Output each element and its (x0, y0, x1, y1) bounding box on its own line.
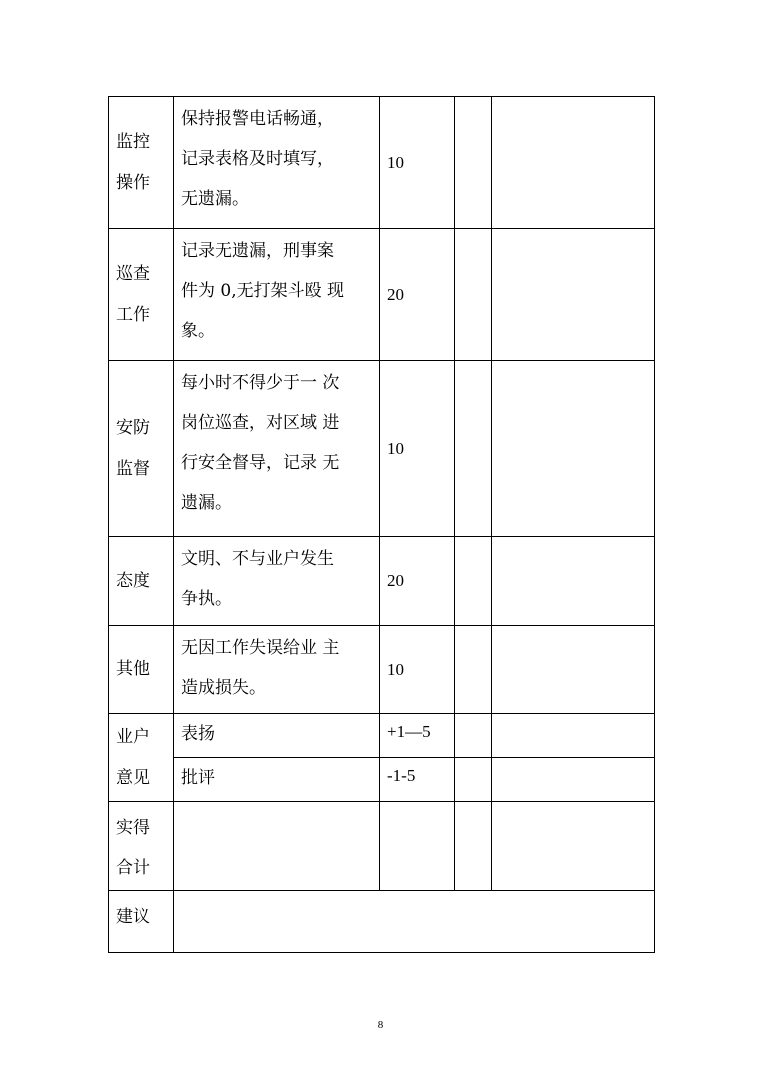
suggestion-cell: 建议 (109, 891, 174, 953)
evaluation-table (108, 96, 655, 953)
table-row (109, 537, 655, 626)
criteria-cell (174, 626, 380, 714)
table-row (109, 229, 655, 361)
blank-cell (455, 229, 492, 361)
category-text: 其他 (116, 659, 150, 679)
criticism-label: 批评 (174, 758, 380, 802)
category-cell (109, 361, 174, 537)
category-cell (109, 229, 174, 361)
owner-opinion-cell (109, 714, 174, 802)
blank-cell (455, 97, 492, 229)
praise-label: 表扬 (174, 714, 380, 758)
category-text: 业户 意见 (116, 726, 150, 788)
table-row (109, 714, 655, 758)
blank-cell (492, 758, 655, 802)
criteria-cell (174, 361, 380, 537)
score-cell: 10 (380, 97, 455, 229)
category-cell (109, 97, 174, 229)
praise-score: +1—5 (380, 714, 455, 758)
score-cell: 20 (380, 229, 455, 361)
blank-cell (455, 537, 492, 626)
category-cell (109, 537, 174, 626)
criteria-cell (174, 97, 380, 229)
category-text: 监控 操作 (116, 131, 150, 193)
total-cell (109, 802, 174, 891)
blank-cell (455, 758, 492, 802)
score-cell: 10 (380, 361, 455, 537)
blank-cell (380, 802, 455, 891)
category-text: 态度 (116, 570, 150, 591)
category-text: 巡查 工作 (116, 263, 150, 325)
score-cell: 10 (380, 626, 455, 714)
criteria-text: 每小时不得少于一 次 岗位巡查，对区域 进 行安全督导，记录 无 遗漏。 (181, 373, 340, 513)
criteria-text: 记录无遗漏，刑事案 件为 0,无打架斗殴 现 象。 (181, 241, 345, 341)
blank-cell (455, 802, 492, 891)
criteria-cell (174, 537, 380, 626)
category-text: 安防 监督 (116, 417, 150, 479)
table-row (109, 361, 655, 537)
blank-cell (492, 229, 655, 361)
table-row (109, 758, 655, 802)
criteria-cell (174, 229, 380, 361)
blank-cell (492, 361, 655, 537)
suggestion-content (174, 891, 655, 953)
blank-cell (492, 802, 655, 891)
blank-cell (174, 802, 380, 891)
blank-cell (455, 361, 492, 537)
blank-cell (492, 714, 655, 758)
criteria-text: 保持报警电话畅通， 记录表格及时填写， 无遗漏。 (181, 109, 334, 209)
table-row (109, 626, 655, 714)
category-cell (109, 626, 174, 714)
criteria-text: 无因工作失误给业 主 造成损失。 (181, 638, 340, 698)
table-row (109, 97, 655, 229)
table-row (109, 802, 655, 891)
criteria-text: 文明、不与业户发生 争执。 (181, 549, 334, 609)
score-cell: 20 (380, 537, 455, 626)
blank-cell (492, 626, 655, 714)
category-text: 实得 合计 (116, 818, 150, 878)
blank-cell (492, 537, 655, 626)
table-row (109, 891, 655, 953)
blank-cell (455, 626, 492, 714)
blank-cell (455, 714, 492, 758)
criticism-score: -1-5 (380, 758, 455, 802)
blank-cell (492, 97, 655, 229)
page-number: 8 (377, 1019, 384, 1031)
